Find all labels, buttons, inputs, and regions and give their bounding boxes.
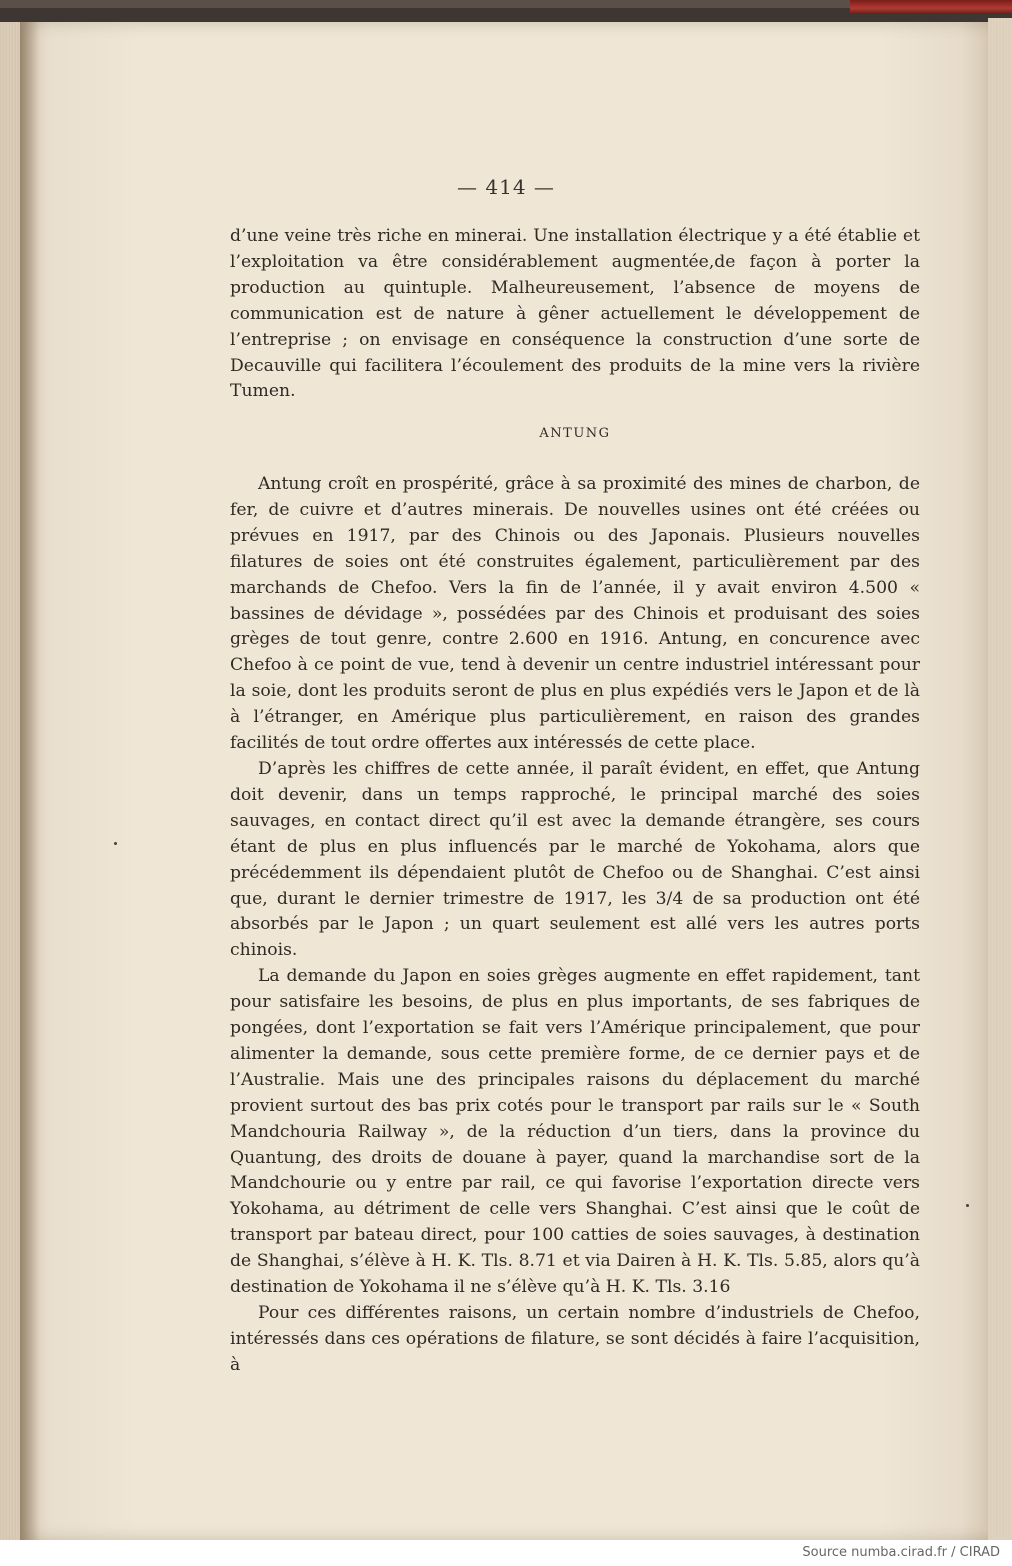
intro-paragraph-block <box>230 224 920 405</box>
section-body <box>230 472 920 1379</box>
page-number: — 414 — <box>457 175 555 199</box>
body-paragraph: La demande du Japon en soies grèges augmente en effet rapidement, tant pour satisfaire les besoins, de plus en plus importants, de ses fabriques de pongées, dont l’exportation se fait vers l’Amérique principalement, que pour alimenter la demande, sous cette première forme, de ce dernier pays et de l’Australie. Mais une des principales raisons du déplacement du marché provient surtout des bas prix cotés pour le transport par rails sur le « South Mandchouria Railway », de la réduction d’un tiers, dans la province du Quantung, des droits de douane à payer, quand la marchandise sort de la Mandchourie ou y entre par rail, ce qui favorise l’exportation directe vers Yokohama, au détriment de celle vers Shanghai. C’est ainsi que le coût de transport par bateau direct, pour 100 catties de soies sauvages, à destination de Shanghai, s’élève à H. K. Tls. 8.71 et via Dairen à H. K. Tls. 5.85, alors qu’à destination de Yokohama il ne s’élève qu’à H. K. Tls. 3.16 <box>230 966 920 1298</box>
ink-speck <box>114 842 117 845</box>
right-page-edges <box>988 18 1012 1540</box>
intro-paragraph: d’une veine très riche en minerai. Une installation électrique y a été établie et l’exploitation va être considérablement augmentée,de façon à porter la production au quintuple. Malheureusement, l’absence de moyens de communication est de nature à gêner actuellement le développement de l’entreprise ; on envisage en conséquence la construction d’une sorte de Decauville qui facilitera l’écoulement des produits de la mine vers la rivière Tumen. <box>230 226 920 402</box>
ink-speck <box>966 1204 969 1207</box>
left-page-edges <box>0 22 22 1540</box>
red-page-edge <box>850 0 1012 14</box>
section-heading: ANTUNG <box>539 426 611 441</box>
body-paragraph: D’après les chiffres de cette année, il paraît évident, en effet, que Antung doit devenir, dans un temps rapproché, le principal marché des soies sauvages, en contact direct qu’il est avec la demande étrangère, ses cours étant de plus en plus influencés par le marché de Yokohama, alors que précédemment ils dépendaient plutôt de Chefoo ou de Shanghai. C’est ainsi que, durant le dernier trimestre de 1917, les 3/4 de sa production ont été absorbés par le Japon ; un quart seulement est allé vers les autres ports chinois. <box>230 758 920 961</box>
gutter-shadow <box>20 22 40 1540</box>
body-paragraph: Pour ces différentes raisons, un certain nombre d’industriels de Chefoo, intéressés dans ces opérations de filature, se sont décidés à faire l’acquisition, à <box>230 1303 920 1375</box>
source-credit: Source numba.cirad.fr / CIRAD <box>802 1545 1000 1560</box>
body-paragraph: Antung croît en prospérité, grâce à sa proximité des mines de charbon, de fer, de cuivre et d’autres minerais. De nouvelles usines ont été créées ou prévues en 1917, par des Chinois ou des Japonais. Plusieurs nouvelles filatures de soies ont été construites également, particulièrement par des marchands de Chefoo. Vers la fin de l’année, il y avait environ 4.500 « bassines de dévidage », possédées par des Chinois et produisant des soies grèges de tout genre, contre 2.600 en 1916. Antung, en concurence avec Chefoo à ce point de vue, tend à devenir un centre industriel intéressant pour la soie, dont les produits seront de plus en plus expédiés vers le Japon et de là à l’étranger, en Amérique plus particulièrement, en raison des grandes facilités de tout ordre offertes aux intéressés de cette place. <box>230 474 920 754</box>
